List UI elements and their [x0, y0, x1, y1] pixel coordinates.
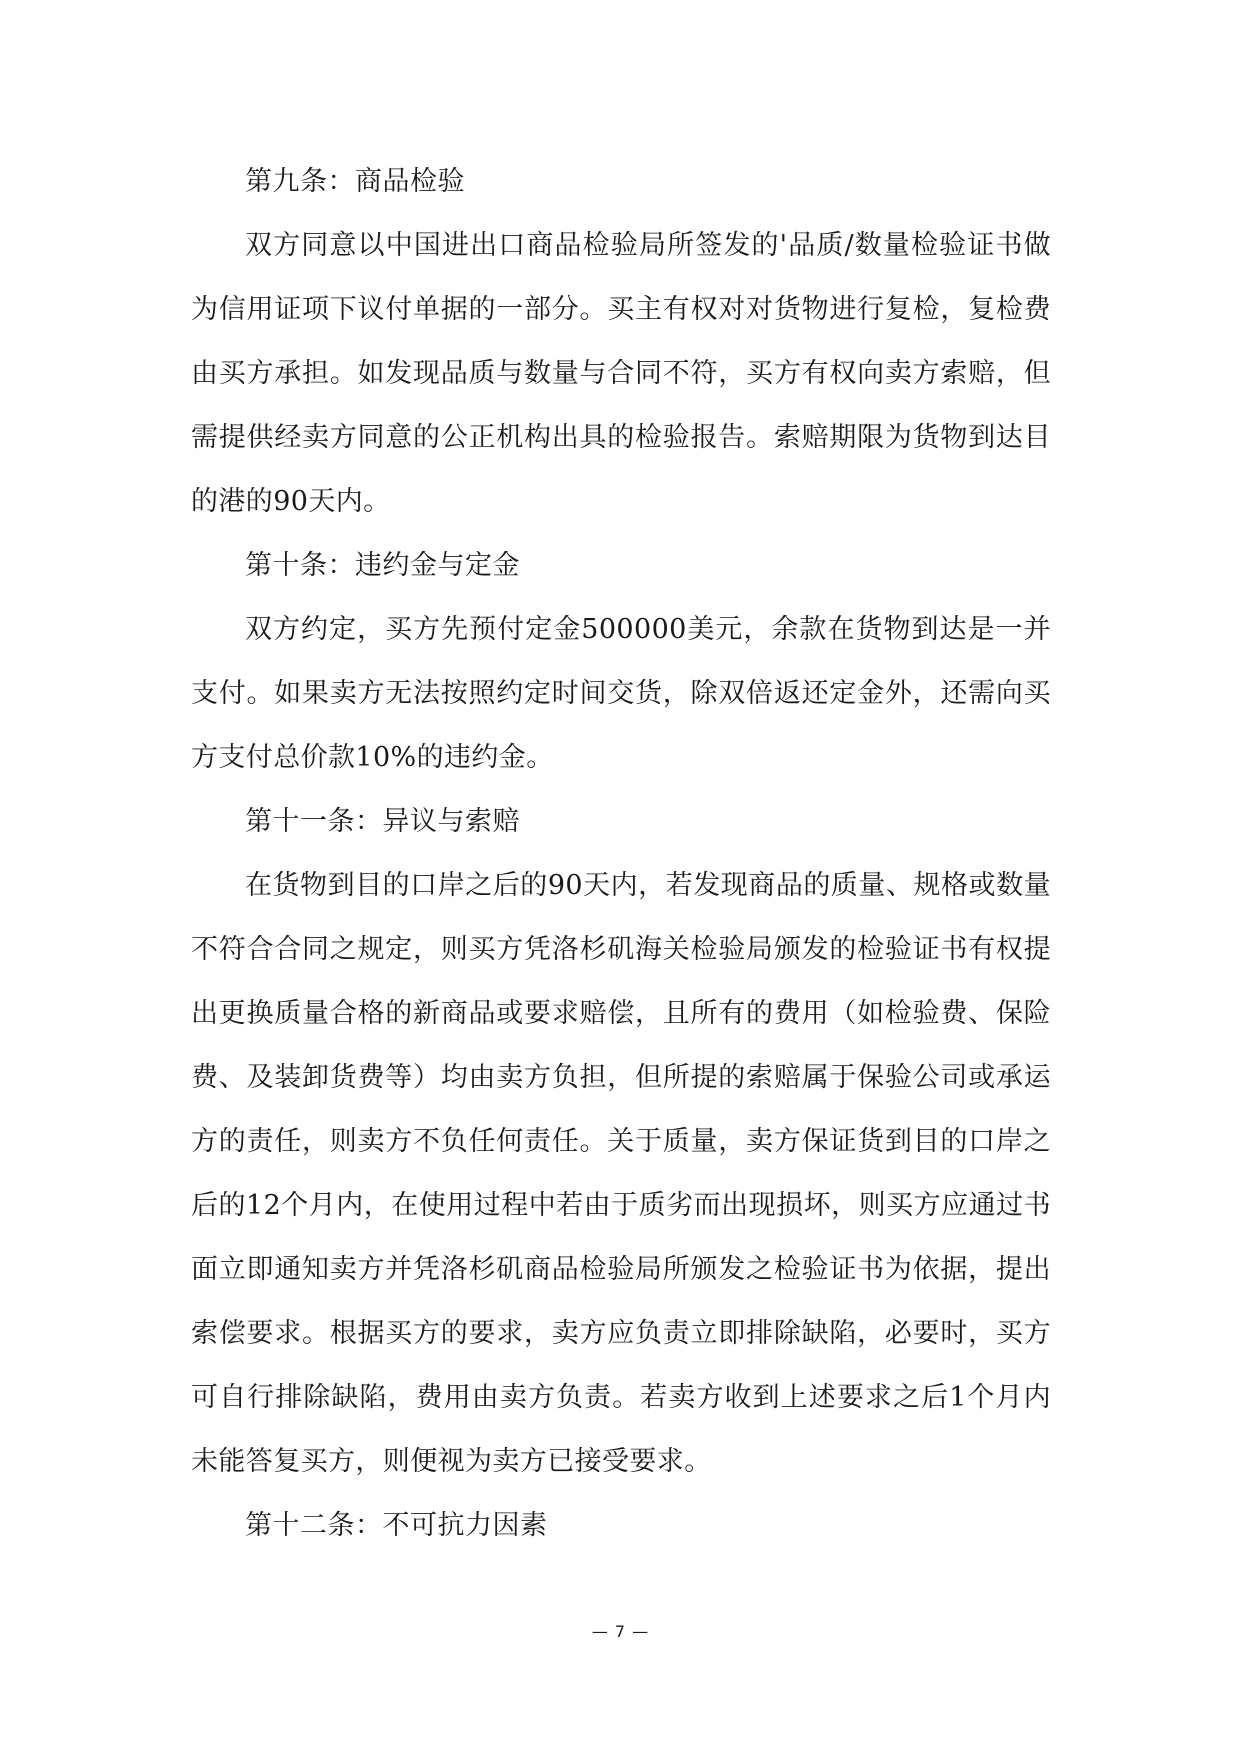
section-body-10: 双方约定，买方先预付定金500000美元，余款在货物到达是一并支付。如果卖方无法按照约定时间交货，除双倍返还定金外，还需向买方支付总价款10%的违约金。: [191, 614, 1051, 773]
page-number: — 7 —: [591, 1622, 650, 1641]
section-body-11: 在货物到目的口岸之后的90天内，若发现商品的质量、规格或数量不符合合同之规定，则买方凭洛杉矶海关检验局颁发的检验证书有权提出更换质量合格的新商品或要求赔偿，且所有的费用（如检验费、保险费、及装卸货费等）均由卖方负担，但所提的索赔属于保验公司或承运方的责任，则卖方不负任何责任。关于质量，卖方保证货到目的口岸之后的12个月内，在使用过程中若由于质劣而出现损坏，则买方应通过书面立即通知卖方并凭洛杉矶商品检验局所颁发之检验证书为依据，提出索偿要求。根据买方的要求，卖方应负责立即排除缺陷，必要时，买方可自行排除缺陷，费用由卖方负责。若卖方收到上述要求之后1个月内未能答复买方，则便视为卖方已接受要求。: [191, 870, 1051, 1477]
document-body: [191, 150, 1051, 1558]
section-heading-9: 第九条：商品检验: [245, 166, 465, 197]
section-heading-11: 第十一条：异议与索赔: [245, 806, 520, 837]
section-heading-10: 第十条：违约金与定金: [245, 550, 520, 581]
section-heading-12: 第十二条：不可抗力因素: [245, 1510, 548, 1541]
section-body-9: 双方同意以中国进出口商品检验局所签发的'品质/数量检验证书做为信用证项下议付单据的一部分。买主有权对对货物进行复检，复检费由买方承担。如发现品质与数量与合同不符，买方有权向卖方索赔，但需提供经卖方同意的公正机构出具的检验报告。索赔期限为货物到达目的港的90天内。: [191, 230, 1051, 517]
